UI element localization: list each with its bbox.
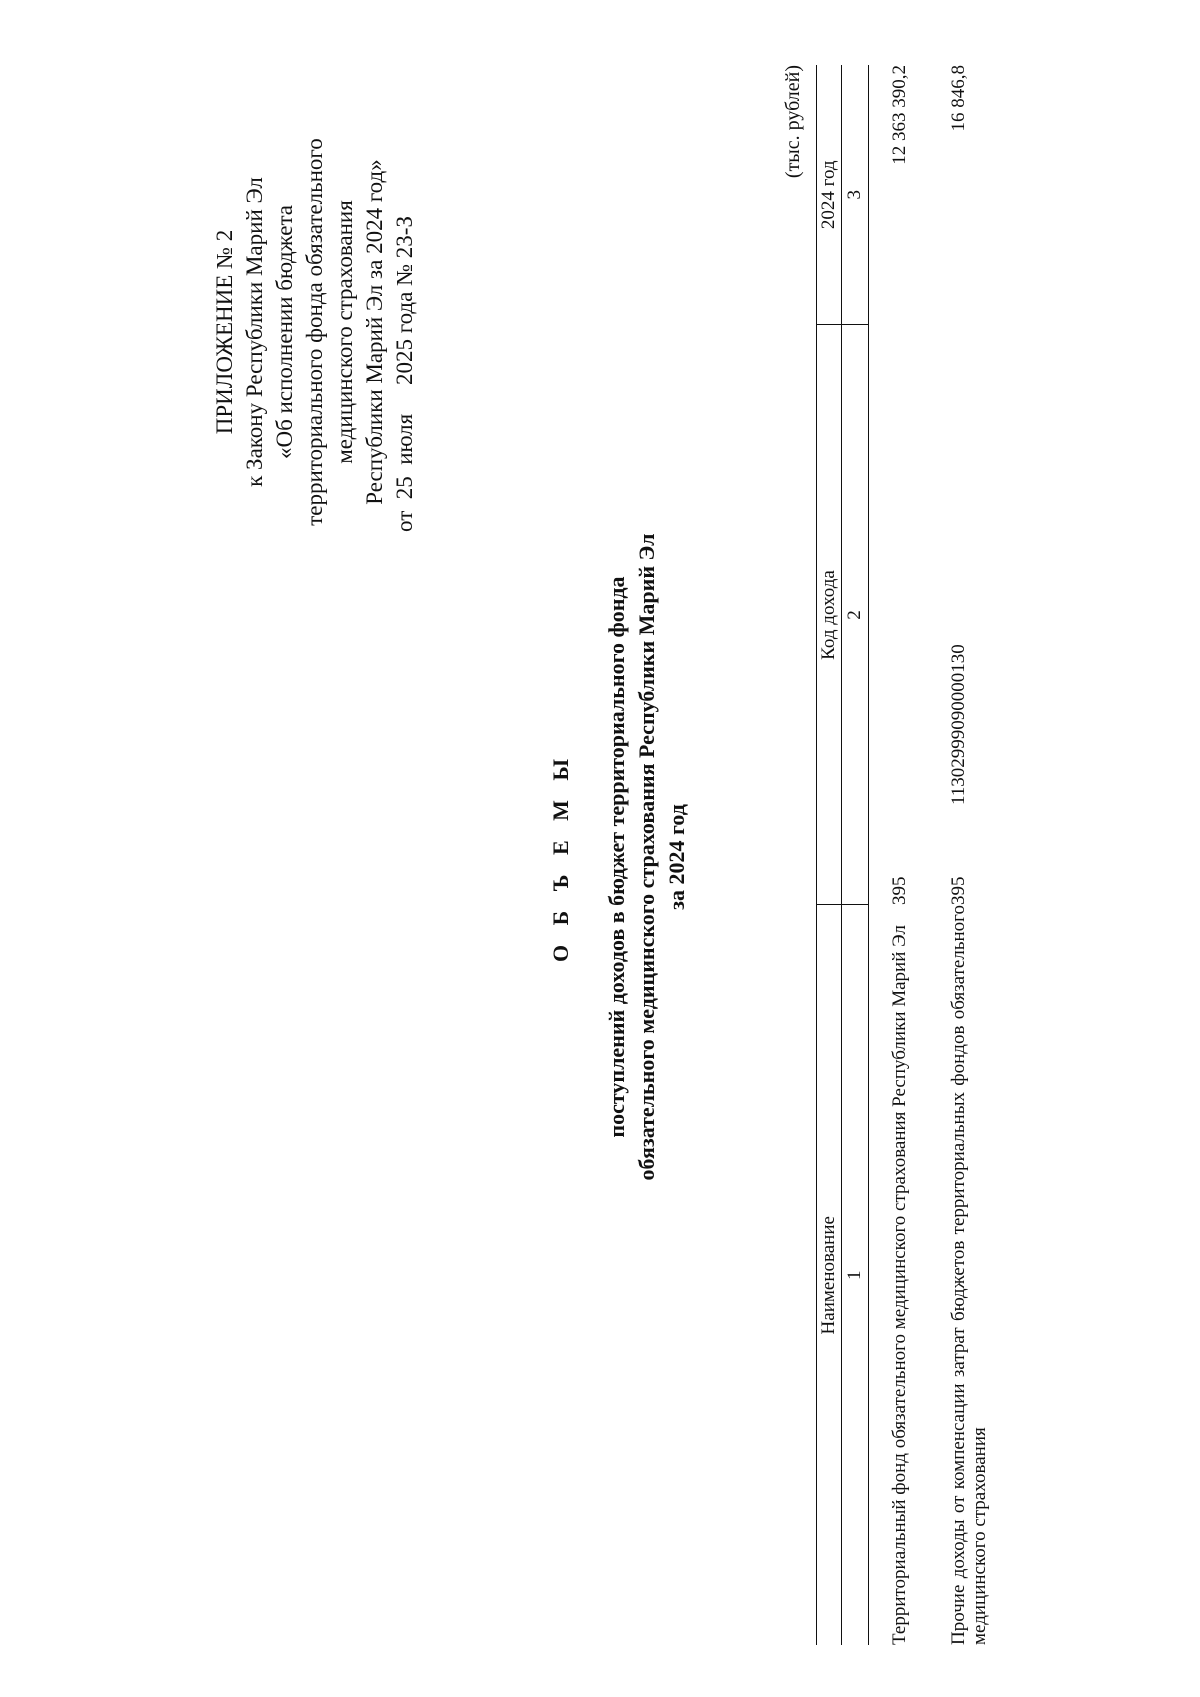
- title-line-1: поступлений доходов в бюджет территориального фонда: [604, 576, 629, 1138]
- date-month: июля: [392, 413, 417, 465]
- appendix-header: [210, 72, 420, 592]
- law-title-line-2: территориального фонда обязательного: [302, 138, 327, 526]
- appendix-number: ПРИЛОЖЕНИЕ № 2: [212, 229, 237, 435]
- law-date-number: [390, 72, 420, 592]
- date-day: 25: [392, 476, 417, 500]
- title-main: О Б Ъ Е М Ы: [548, 751, 573, 963]
- law-number: № 23-З: [392, 216, 417, 286]
- column-number: 1: [842, 905, 869, 1645]
- date-year: 2025 года: [392, 291, 417, 386]
- table-row: [948, 65, 1028, 1645]
- table-row: [889, 65, 948, 1645]
- admin-code: 395: [889, 876, 910, 905]
- title-line-2: обязательного медицинского страхования Республики Марий Эл: [634, 533, 659, 1181]
- column-numbers-row: [842, 65, 869, 1645]
- law-title-line-1: «Об исполнении бюджета: [272, 205, 297, 460]
- income-code: 11302999090000130: [948, 644, 969, 805]
- column-number: 3: [842, 65, 869, 325]
- document-title: [546, 147, 692, 1567]
- column-number: 2: [842, 325, 869, 905]
- column-header-year: 2024 год: [817, 65, 842, 325]
- column-header-name: Наименование: [817, 905, 842, 1645]
- row-name: Прочие доходы от компенсации затрат бюджетов территориальных фондов обязательного медицинского страхования: [948, 905, 990, 1645]
- law-title-line-3: медицинского страхования: [332, 200, 357, 464]
- row-code: [948, 325, 1028, 905]
- admin-code: 395: [948, 876, 969, 905]
- units-label: (тыс. рублей): [782, 65, 804, 179]
- row-amount: 12 363 390,2: [889, 65, 910, 165]
- row-amount: 16 846,8: [948, 65, 969, 132]
- title-line-3: за 2024 год: [664, 804, 689, 910]
- revenue-table: [816, 65, 1028, 1645]
- row-code: [889, 325, 948, 905]
- date-prefix: от: [392, 510, 417, 532]
- law-reference: к Закону Республики Марий Эл: [242, 177, 267, 487]
- law-title-line-4: Республики Марий Эл за 2024 год»: [362, 159, 387, 505]
- table-header-row: [817, 65, 842, 1645]
- column-header-code: Код дохода: [817, 325, 842, 905]
- row-name: Территориальный фонд обязательного медицинского страхования Республики Марий Эл: [889, 925, 910, 1645]
